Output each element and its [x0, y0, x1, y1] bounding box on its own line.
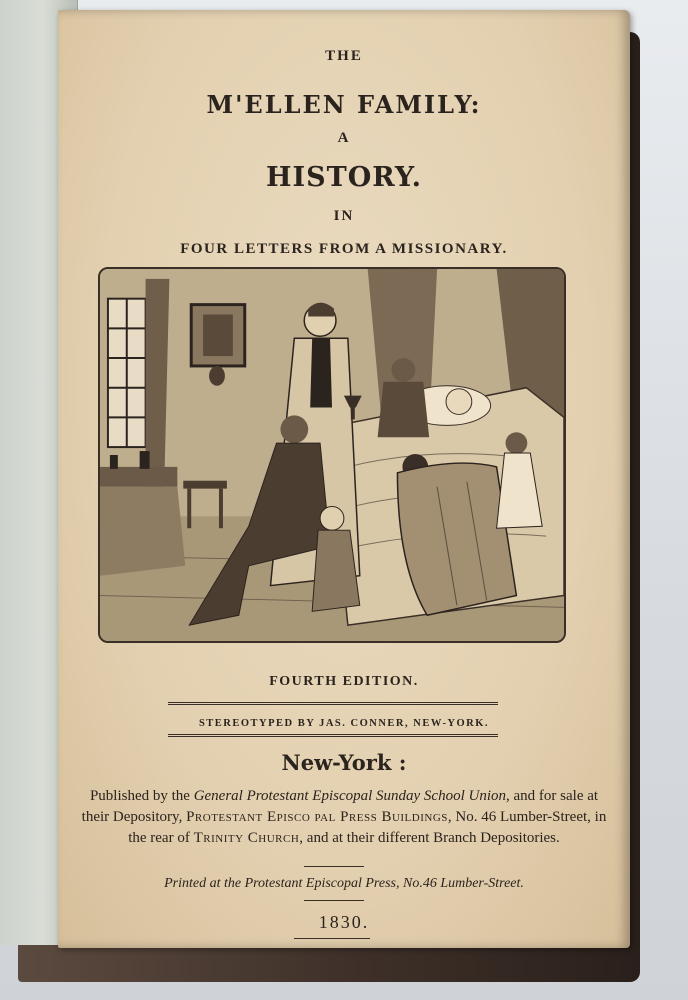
deathbed-scene-engraving — [100, 269, 564, 641]
heading-history: HISTORY. — [265, 162, 423, 193]
publisher-text-4: , and at their different Branch Depositories. — [299, 830, 560, 846]
heading-in: IN — [333, 208, 355, 224]
publisher-union: General Protestant Episcopal Sunday School Union — [193, 788, 507, 804]
publisher-text-3: , No. 46 Lumber-Street, in the rear of — [128, 809, 607, 846]
city-imprint: New-York : — [281, 750, 407, 775]
publication-year: 1830. — [318, 912, 370, 932]
edition-label: FOURTH EDITION. — [269, 674, 419, 689]
publisher-text-2: , and for sale at their Depository, — [81, 788, 599, 825]
title-page — [58, 10, 630, 948]
engraving-illustration — [98, 267, 566, 643]
year-rule — [294, 938, 370, 939]
divider-rule-2 — [304, 900, 364, 901]
publisher-text-1: Published by the — [89, 788, 194, 804]
heading-the: THE — [325, 48, 363, 64]
publisher-statement — [80, 786, 608, 849]
divider-rule — [304, 866, 364, 867]
heading-a: A — [337, 130, 351, 146]
stereotyped-line: STEREOTYPED BY JAS. CONNER, NEW-YORK. — [198, 718, 490, 729]
printer-line: Printed at the Protestant Episcopal Press, No.46 Lumber-Street. — [164, 876, 524, 891]
book-title: M'ELLEN FAMILY: — [206, 90, 482, 119]
subtitle: FOUR LETTERS FROM A MISSIONARY. — [180, 241, 508, 257]
publisher-press: Protestant Episco pal Press Buildings — [186, 809, 448, 825]
publisher-church: Trinity Church — [193, 830, 300, 846]
top-rule — [168, 702, 498, 705]
bottom-rule — [168, 734, 498, 737]
